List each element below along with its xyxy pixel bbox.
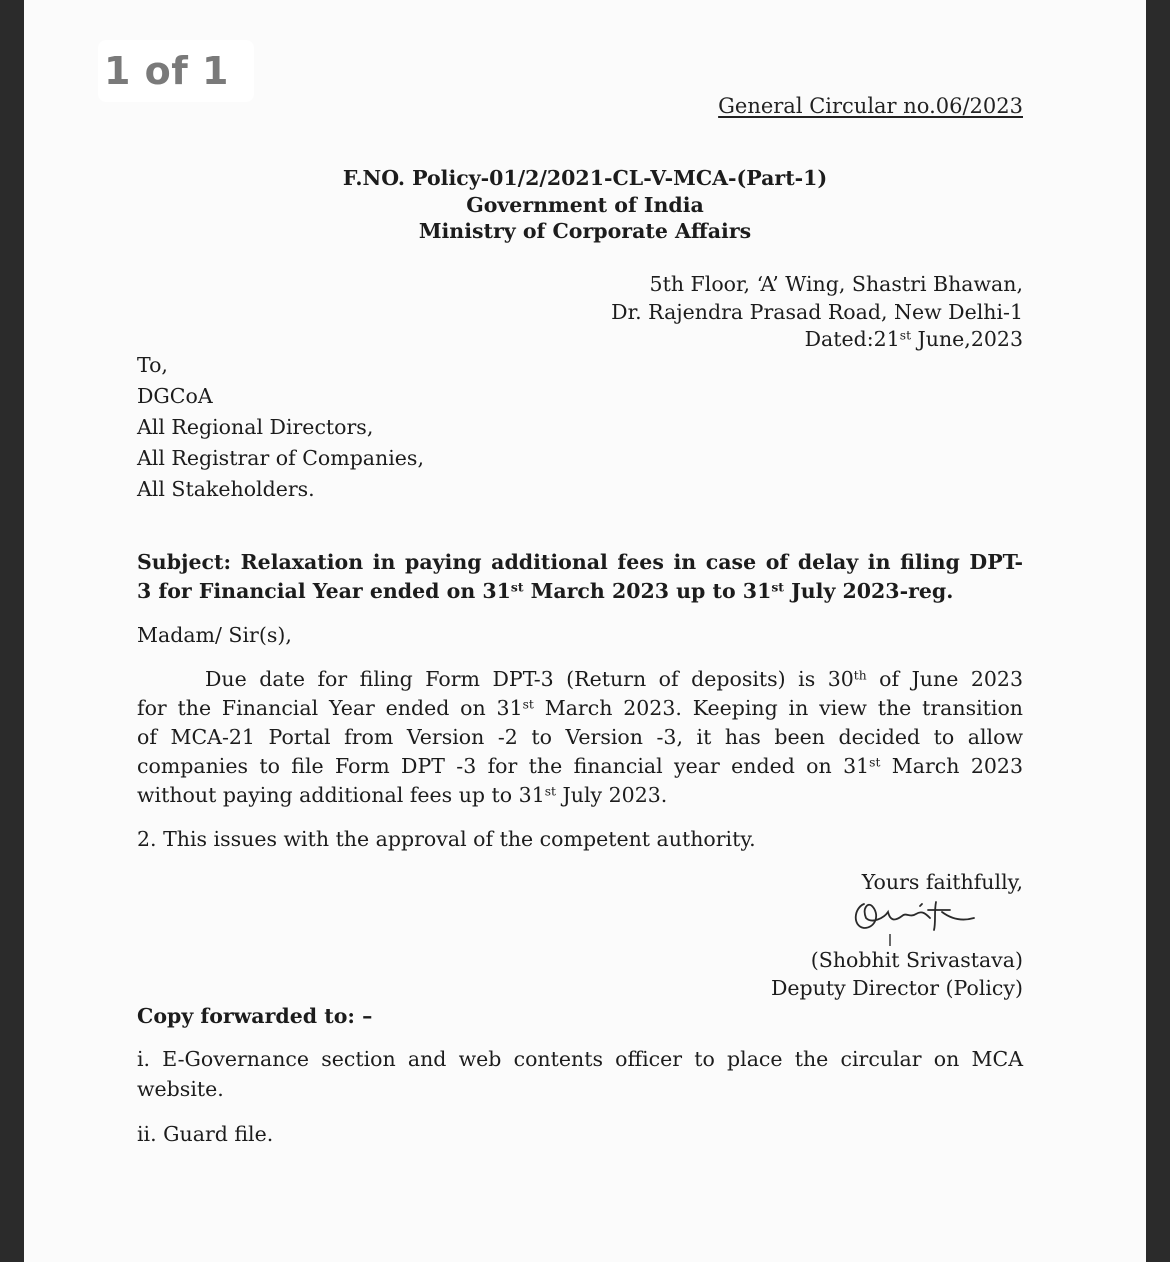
circular-document — [24, 0, 1146, 1262]
government-heading: Government of India — [466, 193, 704, 217]
ministry-heading: Ministry of Corporate Affairs — [418, 219, 752, 243]
recipient-item: DGCoA — [137, 384, 213, 408]
paragraph-line: for the Financial Year ended on 31st March 2023. Keeping in view the transition — [137, 696, 1023, 720]
signature-image — [850, 888, 980, 948]
recipient-item: All Registrar of Companies, — [137, 446, 424, 470]
file-number: F.NO. Policy-01/2/2021-CL-V-MCA-(Part-1) — [342, 166, 828, 190]
copy-item: ii. Guard file. — [137, 1122, 274, 1146]
to-label: To, — [137, 353, 168, 377]
signatory-designation: Deputy Director (Policy) — [770, 976, 1023, 1000]
copy-forwarded-heading: Copy forwarded to: – — [137, 1004, 373, 1028]
address-line-2: Dr. Rajendra Prasad Road, New Delhi-1 — [611, 300, 1023, 324]
paragraph-line: Due date for filing Form DPT-3 (Return of deposits) is 30th of June 2023 — [205, 667, 1023, 691]
paragraph-2: 2. This issues with the approval of the competent authority. — [137, 827, 756, 851]
subject-line-1: Subject: Relaxation in paying additional fees in case of delay in filing DPT- — [137, 550, 1023, 574]
document-page — [24, 0, 1146, 1262]
dated-line: Dated:21st June,2023 — [804, 327, 1023, 351]
address-line-1: 5th Floor, ‘A’ Wing, Shastri Bhawan, — [649, 272, 1023, 296]
copy-item-continued: website. — [137, 1077, 224, 1101]
closing-yours: Yours faithfully, — [861, 870, 1023, 894]
subject-line-2: 3 for Financial Year ended on 31st March 2023 up to 31st July 2023-reg. — [137, 579, 954, 603]
circular-number: General Circular no.06/2023 — [718, 94, 1023, 118]
signatory-name: (Shobhit Srivastava) — [810, 948, 1023, 972]
salutation: Madam/ Sir(s), — [137, 623, 292, 647]
paragraph-line: without paying additional fees up to 31st July 2023. — [137, 783, 668, 807]
paragraph-line: of MCA-21 Portal from Version -2 to Version -3, it has been decided to allow — [137, 725, 1023, 749]
paragraph-line: companies to file Form DPT -3 for the financial year ended on 31st March 2023 — [137, 754, 1023, 778]
copy-item: i. E-Governance section and web contents officer to place the circular on MCA — [137, 1047, 1023, 1071]
page-indicator: 1 of 1 — [98, 40, 254, 102]
recipient-item: All Stakeholders. — [137, 477, 315, 501]
recipient-item: All Regional Directors, — [137, 415, 374, 439]
